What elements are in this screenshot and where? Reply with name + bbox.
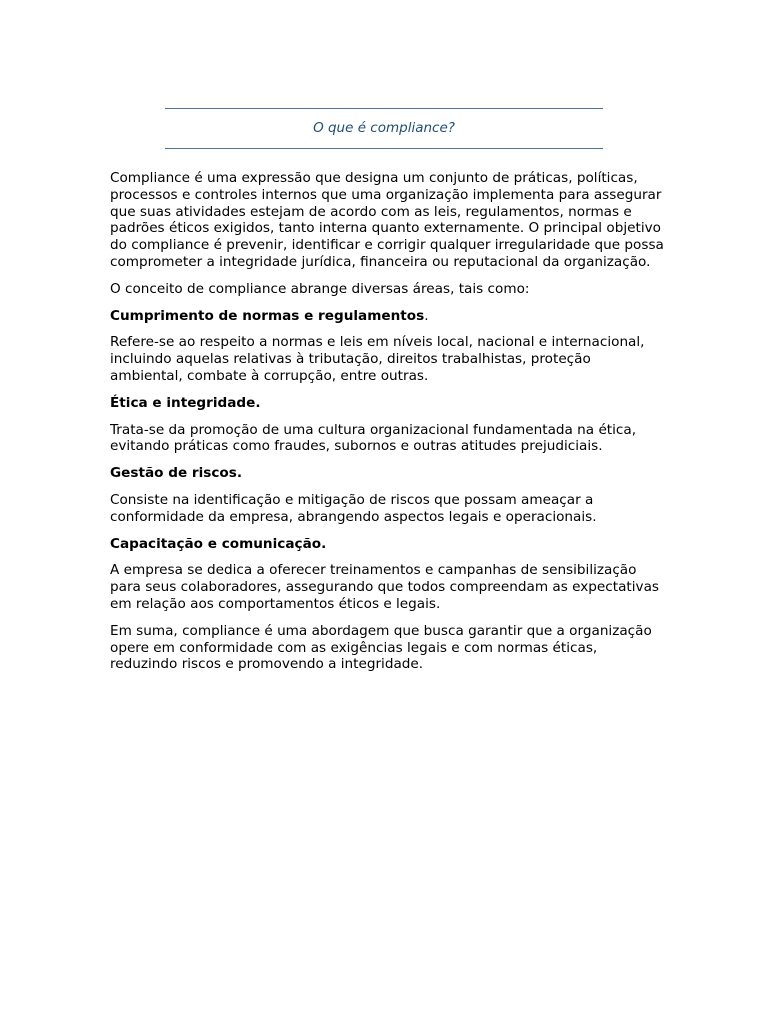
section-paragraph: Refere-se ao respeito a normas e leis em níveis local, nacional e internacional, incluindo aquelas relativas à tributação, direitos trabalhistas, proteção ambiental, combate à corrupção, entre outras. bbox=[110, 334, 645, 384]
section-heading: Gestão de riscos. bbox=[110, 465, 243, 482]
section-paragraph: Consiste na identificação e mitigação de riscos que possam ameaçar a conformidade da empresa, abrangendo aspectos legais e operacionais. bbox=[110, 491, 597, 525]
section-heading: Ética e integridade. bbox=[110, 394, 261, 411]
section-heading-suffix: . bbox=[424, 307, 429, 324]
document-body bbox=[110, 170, 666, 683]
areas-intro-paragraph: O conceito de compliance abrange diversas áreas, tais como: bbox=[110, 280, 530, 297]
document-title: O que é compliance? bbox=[313, 120, 455, 136]
section-paragraph: A empresa se dedica a oferecer treinamentos e campanhas de sensibilização para seus colaboradores, assegurando que todos compreendam as expectativas em relação aos comportamentos éticos e legais. bbox=[110, 562, 659, 612]
section-heading-text: Cumprimento de normas e regulamentos bbox=[110, 307, 425, 324]
intro-paragraph: Compliance é uma expressão que designa um conjunto de práticas, políticas, processos e controles internos que uma organização implementa para assegurar que suas atividades estejam de acordo com as leis, regulamentos, normas e padrões éticos exigidos, tanto interna quanto externamente. O principal objetivo do compliance é prevenir, identificar e corrigir qualquer irregularidade que possa comprometer a integridade jurídica, financeira ou reputacional da organização. bbox=[110, 170, 664, 270]
section-heading bbox=[110, 308, 666, 325]
section-paragraph: Trata-se da promoção de uma cultura organizacional fundamentada na ética, evitando práticas como fraudes, subornos e outras atitudes prejudiciais. bbox=[110, 421, 637, 455]
section-heading: Capacitação e comunicação. bbox=[110, 535, 327, 552]
conclusion-paragraph: Em suma, compliance é uma abordagem que busca garantir que a organização opere em conformidade com as exigências legais e com normas éticas, reduzindo riscos e promovendo a integridade. bbox=[110, 622, 652, 673]
title-block bbox=[165, 108, 603, 149]
